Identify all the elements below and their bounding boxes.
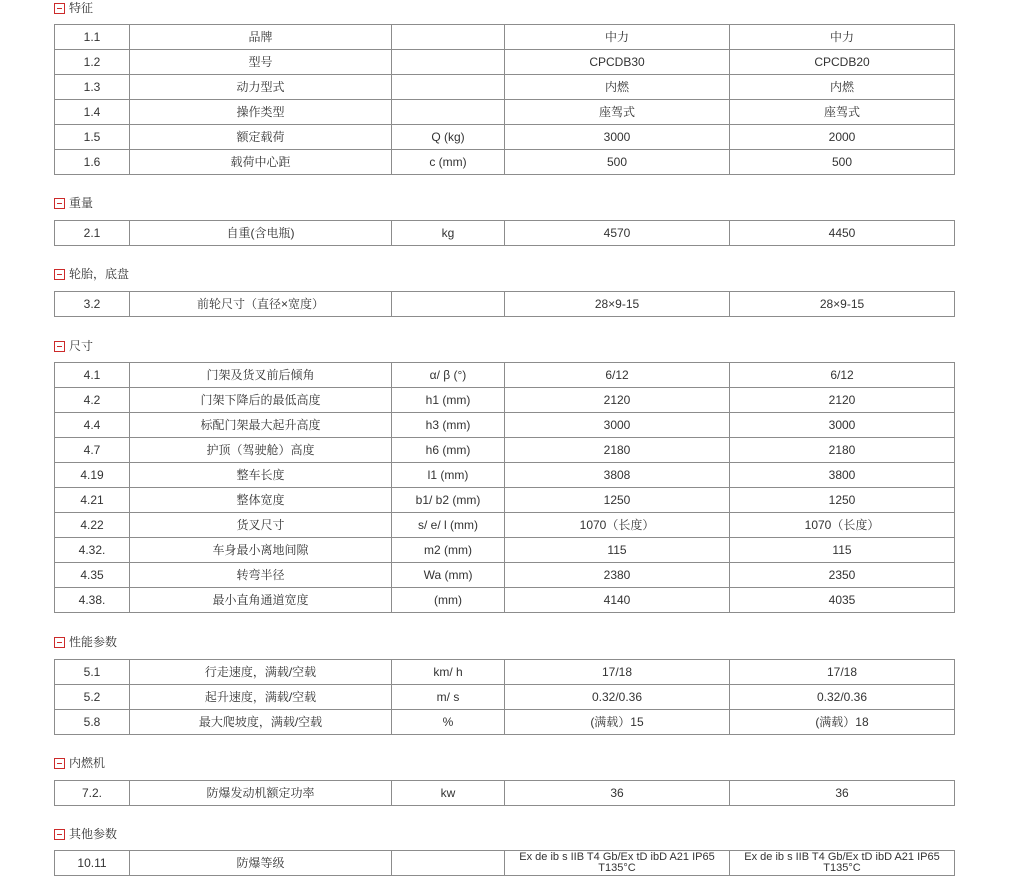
unit-cell: kw	[392, 781, 505, 806]
table-row	[55, 125, 955, 150]
parameter-name-cell: 最小直角通道宽度	[130, 588, 392, 613]
table-row	[55, 781, 955, 806]
unit-cell: s/ e/ l (mm)	[392, 513, 505, 538]
section-header[interactable]	[54, 755, 105, 771]
table-row	[55, 438, 955, 463]
table-row	[55, 50, 955, 75]
section-header[interactable]	[54, 338, 93, 354]
model-a-value-cell: 6/12	[505, 363, 730, 388]
model-a-value-cell: 1250	[505, 488, 730, 513]
model-a-value-cell: 36	[505, 781, 730, 806]
parameter-name-cell: 转弯半径	[130, 563, 392, 588]
model-b-value-cell: 内燃	[730, 75, 955, 100]
unit-cell: Wa (mm)	[392, 563, 505, 588]
collapse-minus-icon[interactable]	[54, 829, 65, 840]
table-row	[55, 513, 955, 538]
unit-cell: b1/ b2 (mm)	[392, 488, 505, 513]
parameter-name-cell: 门架及货叉前后倾角	[130, 363, 392, 388]
unit-cell: h6 (mm)	[392, 438, 505, 463]
collapse-minus-icon[interactable]	[54, 198, 65, 209]
unit-cell: m/ s	[392, 685, 505, 710]
model-b-value-cell: 3800	[730, 463, 955, 488]
table-row	[55, 100, 955, 125]
section-header[interactable]	[54, 195, 93, 211]
model-b-value-cell: 36	[730, 781, 955, 806]
item-number-cell: 4.1	[55, 363, 130, 388]
item-number-cell: 1.5	[55, 125, 130, 150]
collapse-minus-icon[interactable]	[54, 269, 65, 280]
model-a-value-cell: 115	[505, 538, 730, 563]
unit-cell: km/ h	[392, 660, 505, 685]
model-a-value-cell: 500	[505, 150, 730, 175]
parameter-name-cell: 货叉尺寸	[130, 513, 392, 538]
unit-cell	[392, 25, 505, 50]
item-number-cell: 5.1	[55, 660, 130, 685]
spec-table	[54, 24, 955, 175]
parameter-name-cell: 最大爬坡度，满载/空载	[130, 710, 392, 735]
item-number-cell: 5.8	[55, 710, 130, 735]
section-title: 内燃机	[69, 756, 106, 770]
long-value-text: Ex de ib s IIB T4 Gb/Ex tD ibD A21 IP65 T135°C	[519, 851, 715, 874]
unit-cell	[392, 75, 505, 100]
model-a-value-cell: 3000	[505, 413, 730, 438]
model-b-value-cell: 1070（长度）	[730, 513, 955, 538]
model-a-value-cell: 2120	[505, 388, 730, 413]
unit-cell: (mm)	[392, 588, 505, 613]
item-number-cell: 1.3	[55, 75, 130, 100]
model-a-value-cell: 17/18	[505, 660, 730, 685]
item-number-cell: 4.7	[55, 438, 130, 463]
model-b-value-cell: 3000	[730, 413, 955, 438]
spec-table	[54, 659, 955, 735]
parameter-name-cell: 品牌	[130, 25, 392, 50]
item-number-cell: 1.1	[55, 25, 130, 50]
model-b-value-cell: 500	[730, 150, 955, 175]
model-a-value-cell: 3000	[505, 125, 730, 150]
item-number-cell: 1.2	[55, 50, 130, 75]
model-b-value-cell: 17/18	[730, 660, 955, 685]
table-row	[55, 221, 955, 246]
item-number-cell: 4.4	[55, 413, 130, 438]
model-a-value-cell: 1070（长度）	[505, 513, 730, 538]
item-number-cell: 5.2	[55, 685, 130, 710]
table-row	[55, 388, 955, 413]
parameter-name-cell: 起升速度，满载/空载	[130, 685, 392, 710]
spec-table	[54, 850, 955, 876]
parameter-name-cell: 行走速度，满载/空载	[130, 660, 392, 685]
model-a-value-cell: 4570	[505, 221, 730, 246]
table-row	[55, 710, 955, 735]
model-b-value-cell	[730, 851, 955, 876]
parameter-name-cell: 前轮尺寸（直径×宽度）	[130, 292, 392, 317]
item-number-cell: 4.22	[55, 513, 130, 538]
table-row	[55, 363, 955, 388]
spec-table	[54, 220, 955, 246]
model-b-value-cell: 4035	[730, 588, 955, 613]
model-b-value-cell: 115	[730, 538, 955, 563]
item-number-cell: 7.2.	[55, 781, 130, 806]
table-row	[55, 660, 955, 685]
section-header[interactable]	[54, 266, 129, 282]
parameter-name-cell: 自重(含电瓶)	[130, 221, 392, 246]
item-number-cell: 4.2	[55, 388, 130, 413]
long-value-text: Ex de ib s IIB T4 Gb/Ex tD ibD A21 IP65 T135°C	[744, 851, 940, 874]
collapse-minus-icon[interactable]	[54, 637, 65, 648]
model-a-value-cell: 0.32/0.36	[505, 685, 730, 710]
section-header[interactable]	[54, 0, 93, 16]
unit-cell: h1 (mm)	[392, 388, 505, 413]
model-b-value-cell: 4450	[730, 221, 955, 246]
item-number-cell: 10.11	[55, 851, 130, 876]
spec-table	[54, 291, 955, 317]
unit-cell: %	[392, 710, 505, 735]
model-b-value-cell: 1250	[730, 488, 955, 513]
table-row	[55, 292, 955, 317]
model-a-value-cell: 2180	[505, 438, 730, 463]
unit-cell: Q (kg)	[392, 125, 505, 150]
table-row	[55, 463, 955, 488]
unit-cell	[392, 100, 505, 125]
parameter-name-cell: 型号	[130, 50, 392, 75]
collapse-minus-icon[interactable]	[54, 3, 65, 14]
unit-cell: h3 (mm)	[392, 413, 505, 438]
model-a-value-cell: 28×9-15	[505, 292, 730, 317]
spec-table	[54, 780, 955, 806]
model-a-value-cell	[505, 851, 730, 876]
unit-cell: kg	[392, 221, 505, 246]
item-number-cell: 1.6	[55, 150, 130, 175]
table-row	[55, 685, 955, 710]
parameter-name-cell: 额定载荷	[130, 125, 392, 150]
model-a-value-cell: 中力	[505, 25, 730, 50]
item-number-cell: 4.19	[55, 463, 130, 488]
table-row	[55, 488, 955, 513]
table-row	[55, 150, 955, 175]
model-b-value-cell: 2000	[730, 125, 955, 150]
model-a-value-cell: 4140	[505, 588, 730, 613]
parameter-name-cell: 防爆等级	[130, 851, 392, 876]
model-a-value-cell: 内燃	[505, 75, 730, 100]
model-a-value-cell: (满载）15	[505, 710, 730, 735]
parameter-name-cell: 防爆发动机额定功率	[130, 781, 392, 806]
unit-cell	[392, 50, 505, 75]
model-b-value-cell: 座驾式	[730, 100, 955, 125]
model-b-value-cell: 2350	[730, 563, 955, 588]
table-row	[55, 413, 955, 438]
collapse-minus-icon[interactable]	[54, 341, 65, 352]
unit-cell: c (mm)	[392, 150, 505, 175]
model-a-value-cell: CPCDB30	[505, 50, 730, 75]
parameter-name-cell: 载荷中心距	[130, 150, 392, 175]
model-b-value-cell: CPCDB20	[730, 50, 955, 75]
spec-table	[54, 362, 955, 613]
table-row	[55, 851, 955, 876]
item-number-cell: 3.2	[55, 292, 130, 317]
item-number-cell: 2.1	[55, 221, 130, 246]
item-number-cell: 1.4	[55, 100, 130, 125]
unit-cell: α/ β (°)	[392, 363, 505, 388]
model-b-value-cell: 中力	[730, 25, 955, 50]
parameter-name-cell: 操作类型	[130, 100, 392, 125]
parameter-name-cell: 车身最小离地间隙	[130, 538, 392, 563]
model-b-value-cell: 28×9-15	[730, 292, 955, 317]
model-b-value-cell: (满载）18	[730, 710, 955, 735]
table-row	[55, 563, 955, 588]
section-title: 尺寸	[69, 339, 94, 353]
unit-cell	[392, 851, 505, 876]
section-header[interactable]	[54, 634, 117, 650]
collapse-minus-icon[interactable]	[54, 758, 65, 769]
parameter-name-cell: 标配门架最大起升高度	[130, 413, 392, 438]
item-number-cell: 4.35	[55, 563, 130, 588]
parameter-name-cell: 护顶（驾驶舱）高度	[130, 438, 392, 463]
parameter-name-cell: 整车长度	[130, 463, 392, 488]
unit-cell: l1 (mm)	[392, 463, 505, 488]
table-row	[55, 538, 955, 563]
model-b-value-cell: 6/12	[730, 363, 955, 388]
model-b-value-cell: 2180	[730, 438, 955, 463]
unit-cell: m2 (mm)	[392, 538, 505, 563]
section-title: 其他参数	[69, 827, 118, 841]
unit-cell	[392, 292, 505, 317]
table-row	[55, 75, 955, 100]
item-number-cell: 4.21	[55, 488, 130, 513]
section-title: 性能参数	[69, 635, 118, 649]
parameter-name-cell: 动力型式	[130, 75, 392, 100]
model-b-value-cell: 2120	[730, 388, 955, 413]
section-header[interactable]	[54, 826, 117, 842]
parameter-name-cell: 整体宽度	[130, 488, 392, 513]
table-row	[55, 25, 955, 50]
model-a-value-cell: 3808	[505, 463, 730, 488]
section-title: 特征	[69, 1, 94, 15]
item-number-cell: 4.38.	[55, 588, 130, 613]
model-a-value-cell: 2380	[505, 563, 730, 588]
model-a-value-cell: 座驾式	[505, 100, 730, 125]
table-row	[55, 588, 955, 613]
section-title: 轮胎，底盘	[69, 267, 130, 281]
item-number-cell: 4.32.	[55, 538, 130, 563]
section-title: 重量	[69, 196, 94, 210]
model-b-value-cell: 0.32/0.36	[730, 685, 955, 710]
parameter-name-cell: 门架下降后的最低高度	[130, 388, 392, 413]
